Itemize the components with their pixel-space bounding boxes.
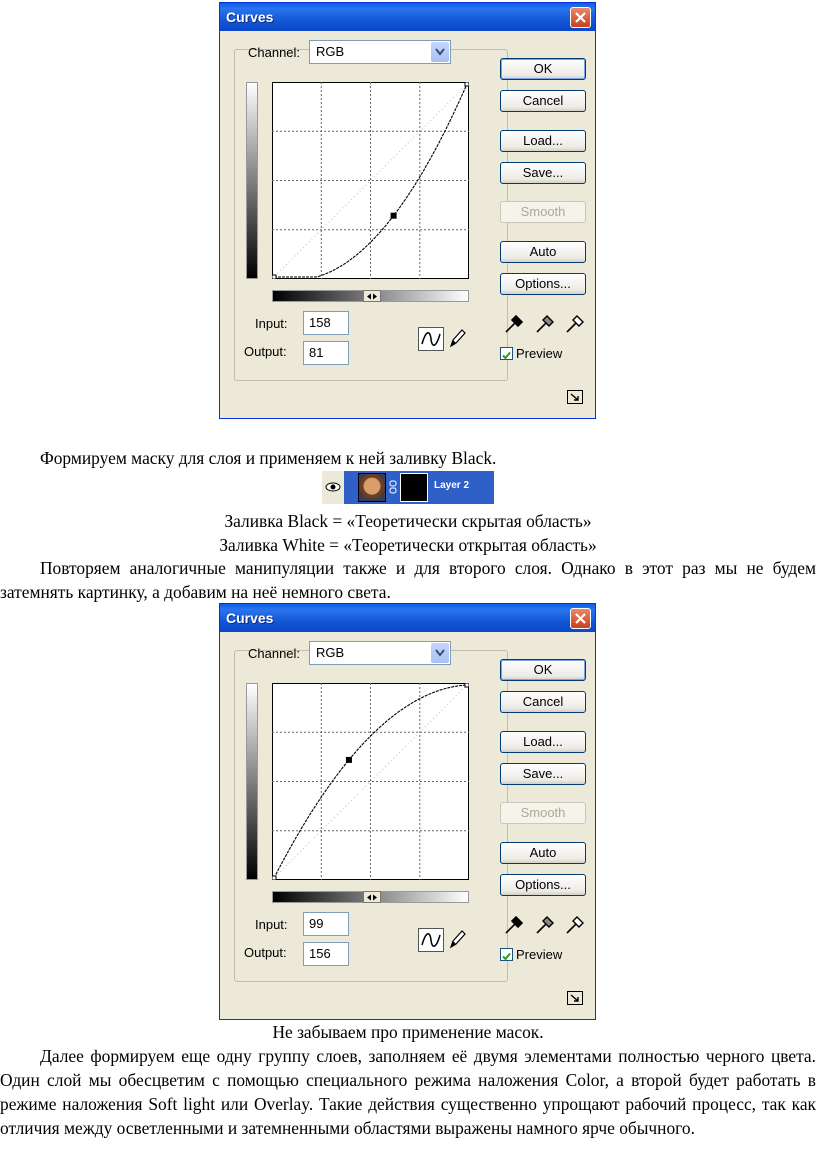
close-button[interactable] <box>570 7 591 28</box>
preview-checkbox[interactable] <box>500 347 513 360</box>
options-button[interactable]: Options... <box>500 874 586 896</box>
paragraph-repeat: Повторяем аналогичные манипуляции также и для второго слоя. Однако в этот раз мы не будем затемнять картинку, а добавим на неё немного света. <box>0 558 816 602</box>
layer-selected[interactable] <box>344 471 494 504</box>
load-button[interactable]: Load... <box>500 731 586 753</box>
cancel-button[interactable]: Cancel <box>500 691 586 713</box>
gradient-toggle[interactable] <box>363 891 381 903</box>
output-gradient-bar <box>246 82 258 279</box>
smooth-button[interactable]: Smooth <box>500 802 586 824</box>
load-button[interactable]: Load... <box>500 130 586 152</box>
options-button[interactable]: Options... <box>500 273 586 295</box>
chain-icon[interactable] <box>389 480 397 494</box>
pencil-icon[interactable] <box>447 327 467 349</box>
curve-control-point <box>391 213 397 219</box>
black-eyedropper-icon[interactable] <box>503 914 525 936</box>
output-label: Output: <box>244 344 287 359</box>
save-button[interactable]: Save... <box>500 763 586 785</box>
white-eyedropper-icon[interactable] <box>564 313 586 335</box>
auto-button[interactable]: Auto <box>500 842 586 864</box>
output-gradient-bar <box>246 683 258 880</box>
caption-mask: Формируем маску для слоя и применяем к ней заливку Black. <box>40 448 497 468</box>
output-field[interactable]: 81 <box>303 341 349 365</box>
caption-black: Заливка Black = «Теоретически скрытая область» <box>224 511 592 531</box>
input-label: Input: <box>255 917 288 932</box>
layer-row[interactable] <box>322 471 494 504</box>
curve-tool-button[interactable] <box>418 327 444 351</box>
curve-control-point <box>346 757 352 763</box>
channel-select[interactable] <box>309 641 451 665</box>
checkmark-icon <box>501 951 512 962</box>
layer-thumbnail <box>358 473 386 502</box>
preview-checkbox[interactable] <box>500 948 513 961</box>
output-label: Output: <box>244 945 287 960</box>
curve-tool-icon <box>419 929 443 951</box>
curves-graph[interactable] <box>272 82 469 279</box>
layer-name: Layer 2 <box>434 480 470 491</box>
chevron-down-icon <box>435 48 445 56</box>
auto-button[interactable]: Auto <box>500 241 586 263</box>
curve-tool-icon <box>419 328 443 350</box>
ok-button[interactable]: OK <box>500 659 586 681</box>
caption-white: Заливка White = «Теоретически открытая область» <box>219 535 597 555</box>
curve-endpoint-start <box>272 876 276 880</box>
curve-endpoint-end <box>465 683 469 687</box>
white-eyedropper-icon[interactable] <box>564 914 586 936</box>
paragraph-group: Далее формируем еще одну группу слоев, заполняем её двумя элементами полностью черного цвета. Один слой мы обесцветим с помощью специального режима наложения Color, а второй будет работать в режиме наложения Soft light или Overlay. Такие действия существенно упрощают рабочий процесс, так как отличия между осветленными и затемненными областями выражены намного ярче обычного. <box>0 1046 816 1138</box>
close-button[interactable] <box>570 608 591 629</box>
gradient-toggle[interactable] <box>363 290 381 302</box>
caption-masks: Не забываем про применение масок. <box>272 1022 544 1042</box>
gray-eyedropper-icon[interactable] <box>534 914 556 936</box>
layer-mask-thumbnail[interactable] <box>400 473 428 502</box>
channel-label: Channel: <box>248 646 301 661</box>
channel-select[interactable] <box>309 40 451 64</box>
curve-tool-button[interactable] <box>418 928 444 952</box>
swap-arrows-icon <box>366 894 378 901</box>
eye-icon[interactable] <box>324 479 342 495</box>
close-icon <box>574 612 587 625</box>
input-field[interactable]: 158 <box>303 311 349 335</box>
checkmark-icon <box>501 350 512 361</box>
dialog-title-bar: Curves <box>220 3 595 31</box>
black-eyedropper-icon[interactable] <box>503 313 525 335</box>
cancel-button[interactable]: Cancel <box>500 90 586 112</box>
channel-value: RGB <box>316 645 345 660</box>
dialog-title-bar: Curves <box>220 604 595 632</box>
dropdown-button[interactable] <box>431 42 449 62</box>
close-icon <box>574 11 587 24</box>
preview-label: Preview <box>516 346 563 361</box>
curve-endpoint-start <box>272 275 276 279</box>
output-field[interactable]: 156 <box>303 942 349 966</box>
channel-value: RGB <box>316 44 345 59</box>
curves-dialog-2 <box>219 603 596 1020</box>
save-button[interactable]: Save... <box>500 162 586 184</box>
curves-graph[interactable] <box>272 683 469 880</box>
gray-eyedropper-icon[interactable] <box>534 313 556 335</box>
curve-endpoint-end <box>465 82 469 86</box>
ok-button[interactable]: OK <box>500 58 586 80</box>
dropdown-button[interactable] <box>431 643 449 663</box>
preview-label: Preview <box>516 947 563 962</box>
chevron-down-icon <box>435 649 445 657</box>
expand-icon[interactable] <box>567 390 583 404</box>
pencil-icon[interactable] <box>447 928 467 950</box>
curves-dialog-1 <box>219 2 596 419</box>
channel-label: Channel: <box>248 45 301 60</box>
smooth-button[interactable]: Smooth <box>500 201 586 223</box>
swap-arrows-icon <box>366 293 378 300</box>
input-label: Input: <box>255 316 288 331</box>
input-field[interactable]: 99 <box>303 912 349 936</box>
expand-icon[interactable] <box>567 991 583 1005</box>
